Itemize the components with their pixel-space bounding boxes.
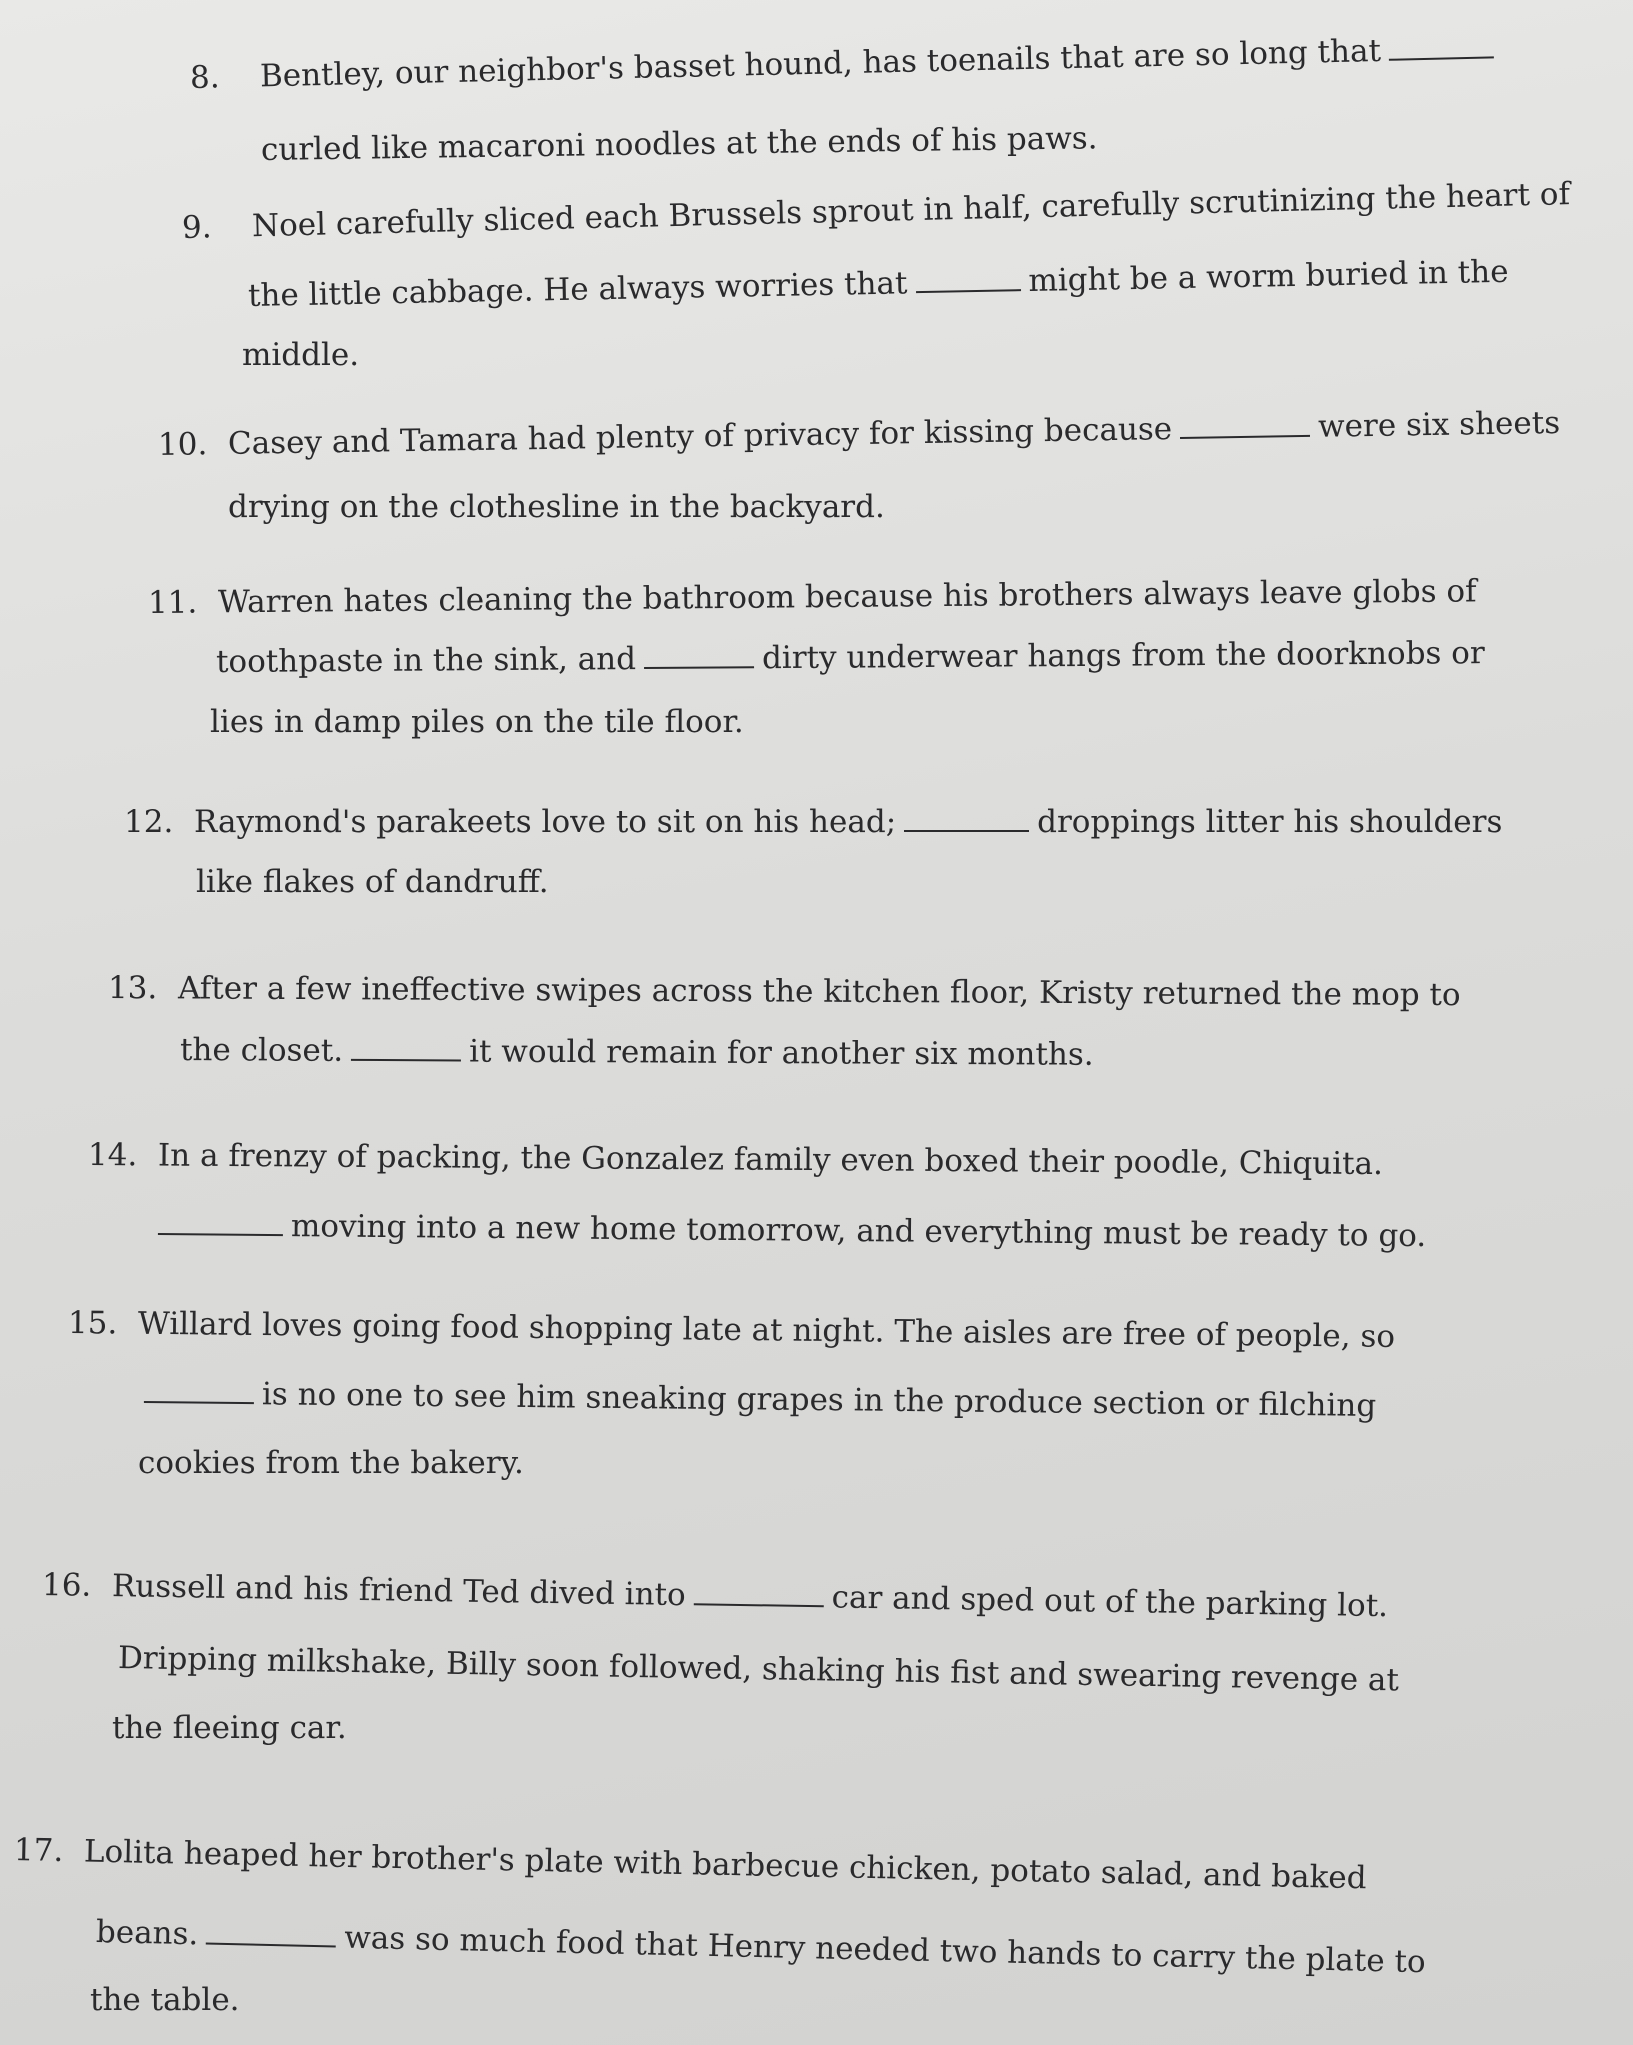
question-17-line-2 [96,1912,1427,1982]
question-12-number: 12. [124,804,174,840]
question-12-text-after: droppings litter his shoulders [1037,804,1503,840]
question-10-continuation: drying on the clothesline in the backyard. [228,489,885,525]
question-9-line-3 [242,335,359,375]
question-13-line-2 [180,1030,1094,1075]
question-11-line-1 [148,571,1477,623]
question-16-continuation-1: Dripping milkshake, Billy soon followed, shaking his fist and swearing revenge at [117,1640,1400,1699]
question-11-line-3 [210,702,744,742]
question-9-line-1 [182,174,1571,248]
question-10-blank[interactable] [1180,409,1310,439]
question-12-text-before: Raymond's parakeets love to sit on his head; [194,804,897,840]
question-15-line-1 [68,1303,1395,1357]
question-12-blank[interactable] [904,804,1029,832]
question-17-line-3 [90,1980,240,2020]
question-8-line-2 [261,118,1098,170]
question-8-number: 8. [189,59,220,96]
question-15-text-line-1: Willard loves going food shopping late at night. The aisles are free of people, so [137,1305,1396,1355]
question-11-continuation: lies in damp piles on the tile floor. [210,704,744,740]
question-10-text-after: were six sheets [1317,404,1561,445]
question-15-number: 15. [67,1305,118,1342]
question-11-text-line-1: Warren hates cleaning the bathroom because his brothers always leave globs of [217,573,1477,621]
question-16-number: 16. [41,1567,92,1604]
question-8-continuation: curled like macaroni noodles at the ends of his paws. [260,120,1098,168]
question-9-text-before: the little cabbage. He always worries that [247,265,908,314]
question-17-text-before: beans. [95,1914,199,1953]
question-14-line-1 [88,1135,1383,1184]
question-17-number: 17. [13,1832,64,1870]
question-16-text-before: Russell and his friend Ted dived into [111,1568,687,1614]
question-13-text-after: it would remain for another six months. [469,1033,1094,1073]
question-9-number: 9. [181,209,213,246]
question-14-text-line-1: In a frenzy of packing, the Gonzalez family even boxed their poodle, Chiquita. [157,1137,1384,1183]
question-12-continuation: like flakes of dandruff. [196,864,549,900]
question-9-continuation: middle. [242,337,360,373]
question-16-line-2 [118,1638,1400,1700]
question-15-text-after: is no one to see him sneaking grapes in the produce section or filching [261,1376,1377,1424]
question-10-line-2 [228,487,885,527]
question-16-continuation-2: the fleeing car. [112,1710,347,1746]
question-11-text-before: toothpaste in the sink, and [215,641,637,680]
question-15-continuation: cookies from the bakery. [138,1445,524,1481]
question-9-text-line-1: Noel carefully sliced each Brussels sprout in half, carefully scrutinizing the heart of [251,176,1571,245]
question-16-line-1 [42,1565,1389,1626]
question-16-text-after: car and sped out of the parking lot. [831,1579,1389,1625]
question-12-line-1 [124,802,1502,842]
question-10-text-before: Casey and Tamara had plenty of privacy for kissing because [227,411,1173,462]
question-14-text-after: moving into a new home tomorrow, and everything must be ready to go. [290,1208,1427,1255]
question-10-line-1 [158,403,1561,465]
question-14-line-2 [158,1205,1427,1256]
question-13-line-1 [108,968,1461,1015]
question-9-line-2 [248,252,1509,316]
question-9-text-after: might be a worm buried in the [1028,253,1509,300]
question-12-line-2 [196,862,549,902]
question-16-line-3 [112,1708,347,1748]
question-14-number: 14. [87,1137,138,1174]
question-8-line-1 [190,28,1503,98]
question-17-blank[interactable] [206,1917,337,1948]
question-11-number: 11. [147,584,198,621]
question-13-text-line-1: After a few ineffective swipes across the kitchen floor, Kristy returned the mop to [177,970,1461,1014]
question-13-text-before: the closet. [179,1032,344,1069]
question-16-blank[interactable] [694,1577,824,1607]
question-8-text-before: Bentley, our neighbor's basset hound, has toenails that are so long that [259,32,1382,95]
question-11-line-2 [216,633,1485,682]
question-15-blank[interactable] [144,1375,254,1404]
question-17-text-line-1: Lolita heaped her brother's plate with barbecue chicken, potato salad, and baked [83,1833,1367,1897]
question-14-blank[interactable] [158,1207,283,1236]
question-17-line-1 [14,1830,1367,1898]
question-11-blank[interactable] [644,640,754,669]
question-11-text-after: dirty underwear hangs from the doorknobs or [761,635,1485,677]
question-15-line-3 [138,1443,524,1483]
question-13-number: 13. [107,970,158,1007]
question-17-continuation: the table. [90,1982,240,2018]
question-9-blank[interactable] [915,263,1021,293]
question-17-text-after: was so much food that Henry needed two hands to carry the plate to [343,1919,1427,1981]
question-10-number: 10. [157,426,208,463]
question-15-line-2 [144,1373,1377,1426]
question-8-blank[interactable] [1389,30,1495,60]
question-13-blank[interactable] [351,1033,461,1062]
